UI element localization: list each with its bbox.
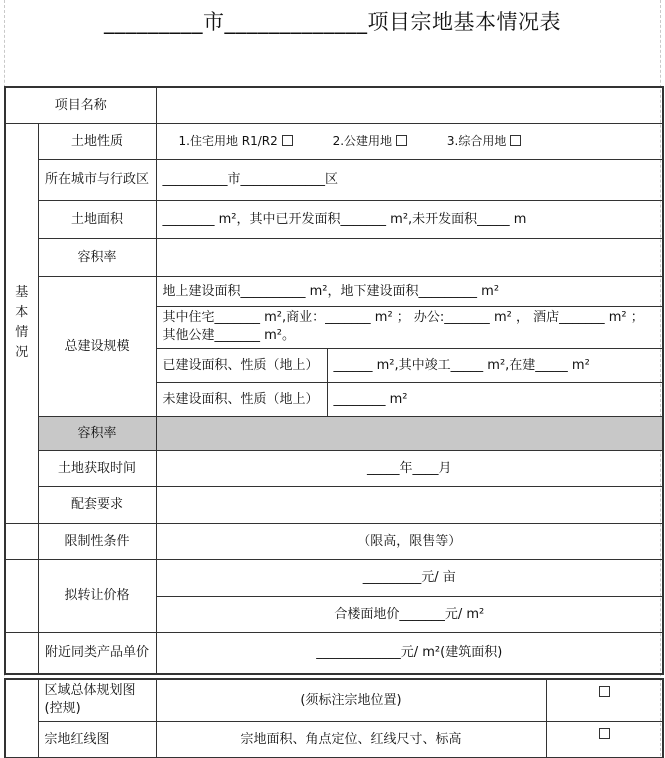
- city-district-value[interactable]: __________市_____________区: [156, 159, 663, 200]
- redline-check[interactable]: [546, 721, 663, 757]
- project-name-label: 项目名称: [5, 87, 156, 123]
- option-mixed[interactable]: 3.综合用地: [447, 133, 521, 150]
- supporting-label: 配套要求: [38, 486, 156, 523]
- city-district-label: 所在城市与行政区: [38, 159, 156, 200]
- nearby-price-label: 附近同类产品单价: [38, 632, 156, 674]
- row-supporting: [5, 486, 663, 523]
- option-public[interactable]: 2.公建用地: [333, 133, 407, 150]
- row-city-district: [5, 159, 663, 200]
- transfer-price-label: 拟转让价格: [38, 559, 156, 632]
- checkbox-icon[interactable]: [599, 728, 610, 739]
- row-plot-ratio: [5, 238, 663, 276]
- planning-note[interactable]: (须标注宗地位置): [156, 679, 546, 721]
- row-acquire-time: [5, 450, 663, 486]
- unbuilt-value[interactable]: ________ m²: [327, 382, 663, 416]
- row-restriction: [5, 523, 663, 559]
- row-transfer-price-1: [5, 559, 663, 596]
- plot-ratio-value[interactable]: [156, 238, 663, 276]
- transfer-price-value2[interactable]: 合楼面地价_______元/ m²: [156, 596, 663, 632]
- restriction-label: 限制性条件: [38, 523, 156, 559]
- row-land-nature: [5, 123, 663, 159]
- checkbox-icon[interactable]: [599, 686, 610, 697]
- plot-ratio2-value[interactable]: [156, 416, 663, 450]
- land-area-label: 土地面积: [38, 200, 156, 238]
- row-nearby-price: [5, 632, 663, 674]
- plot-ratio-label: 容积率: [38, 238, 156, 276]
- row-project-name: [5, 87, 663, 123]
- redline-note[interactable]: 宗地面积、角点定位、红线尺寸、标高: [156, 721, 546, 757]
- checkbox-icon[interactable]: [396, 135, 407, 146]
- scale-row2[interactable]: 其中住宅_______ m²,商业：_______ m² ； 办公:_______ m² ， 酒店_______ m² ； 其他公建_______ m²。: [156, 306, 663, 348]
- option-residential[interactable]: 1.住宅用地 R1/R2: [179, 133, 293, 150]
- attachments-table: [4, 678, 664, 758]
- built-label: 已建设面积、性质（地上）: [156, 348, 327, 382]
- scale-row1[interactable]: 地上建设面积__________ m²，地下建设面积_________ m²: [156, 276, 663, 306]
- restriction-value[interactable]: （限高，限售等）: [156, 523, 663, 559]
- land-nature-label: 土地性质: [38, 123, 156, 159]
- acquire-time-label: 土地获取时间: [38, 450, 156, 486]
- row-scale-1: [5, 276, 663, 306]
- section-label-basic: 基 本 情 况: [5, 123, 38, 523]
- form-title: _________市_____________项目宗地基本情况表: [104, 10, 561, 34]
- supporting-value[interactable]: [156, 486, 663, 523]
- nearby-price-value[interactable]: _____________元/ m²(建筑面积): [156, 632, 663, 674]
- row-redline: [5, 721, 663, 757]
- redline-label: 宗地红线图: [38, 721, 156, 757]
- unbuilt-label: 未建设面积、性质（地上）: [156, 382, 327, 416]
- checkbox-icon[interactable]: [510, 135, 521, 146]
- checkbox-icon[interactable]: [282, 135, 293, 146]
- land-area-value[interactable]: ________ m²，其中已开发面积_______ m²,未开发面积_____ m: [156, 200, 663, 238]
- plot-ratio2-label: 容积率: [38, 416, 156, 450]
- row-plot-ratio-2: [5, 416, 663, 450]
- acquire-time-value[interactable]: _____年____月: [156, 450, 663, 486]
- land-nature-options: [156, 123, 663, 159]
- planning-check[interactable]: [546, 679, 663, 721]
- scale-label: 总建设规模: [38, 276, 156, 416]
- built-value[interactable]: ______ m²,其中竣工_____ m²,在建_____ m²: [327, 348, 663, 382]
- land-info-table: [4, 86, 664, 675]
- transfer-price-value1[interactable]: _________元/ 亩: [156, 559, 663, 596]
- project-name-value[interactable]: [156, 87, 663, 123]
- row-planning: [5, 679, 663, 721]
- planning-label: 区域总体规划图(控规): [38, 679, 156, 721]
- row-land-area: [5, 200, 663, 238]
